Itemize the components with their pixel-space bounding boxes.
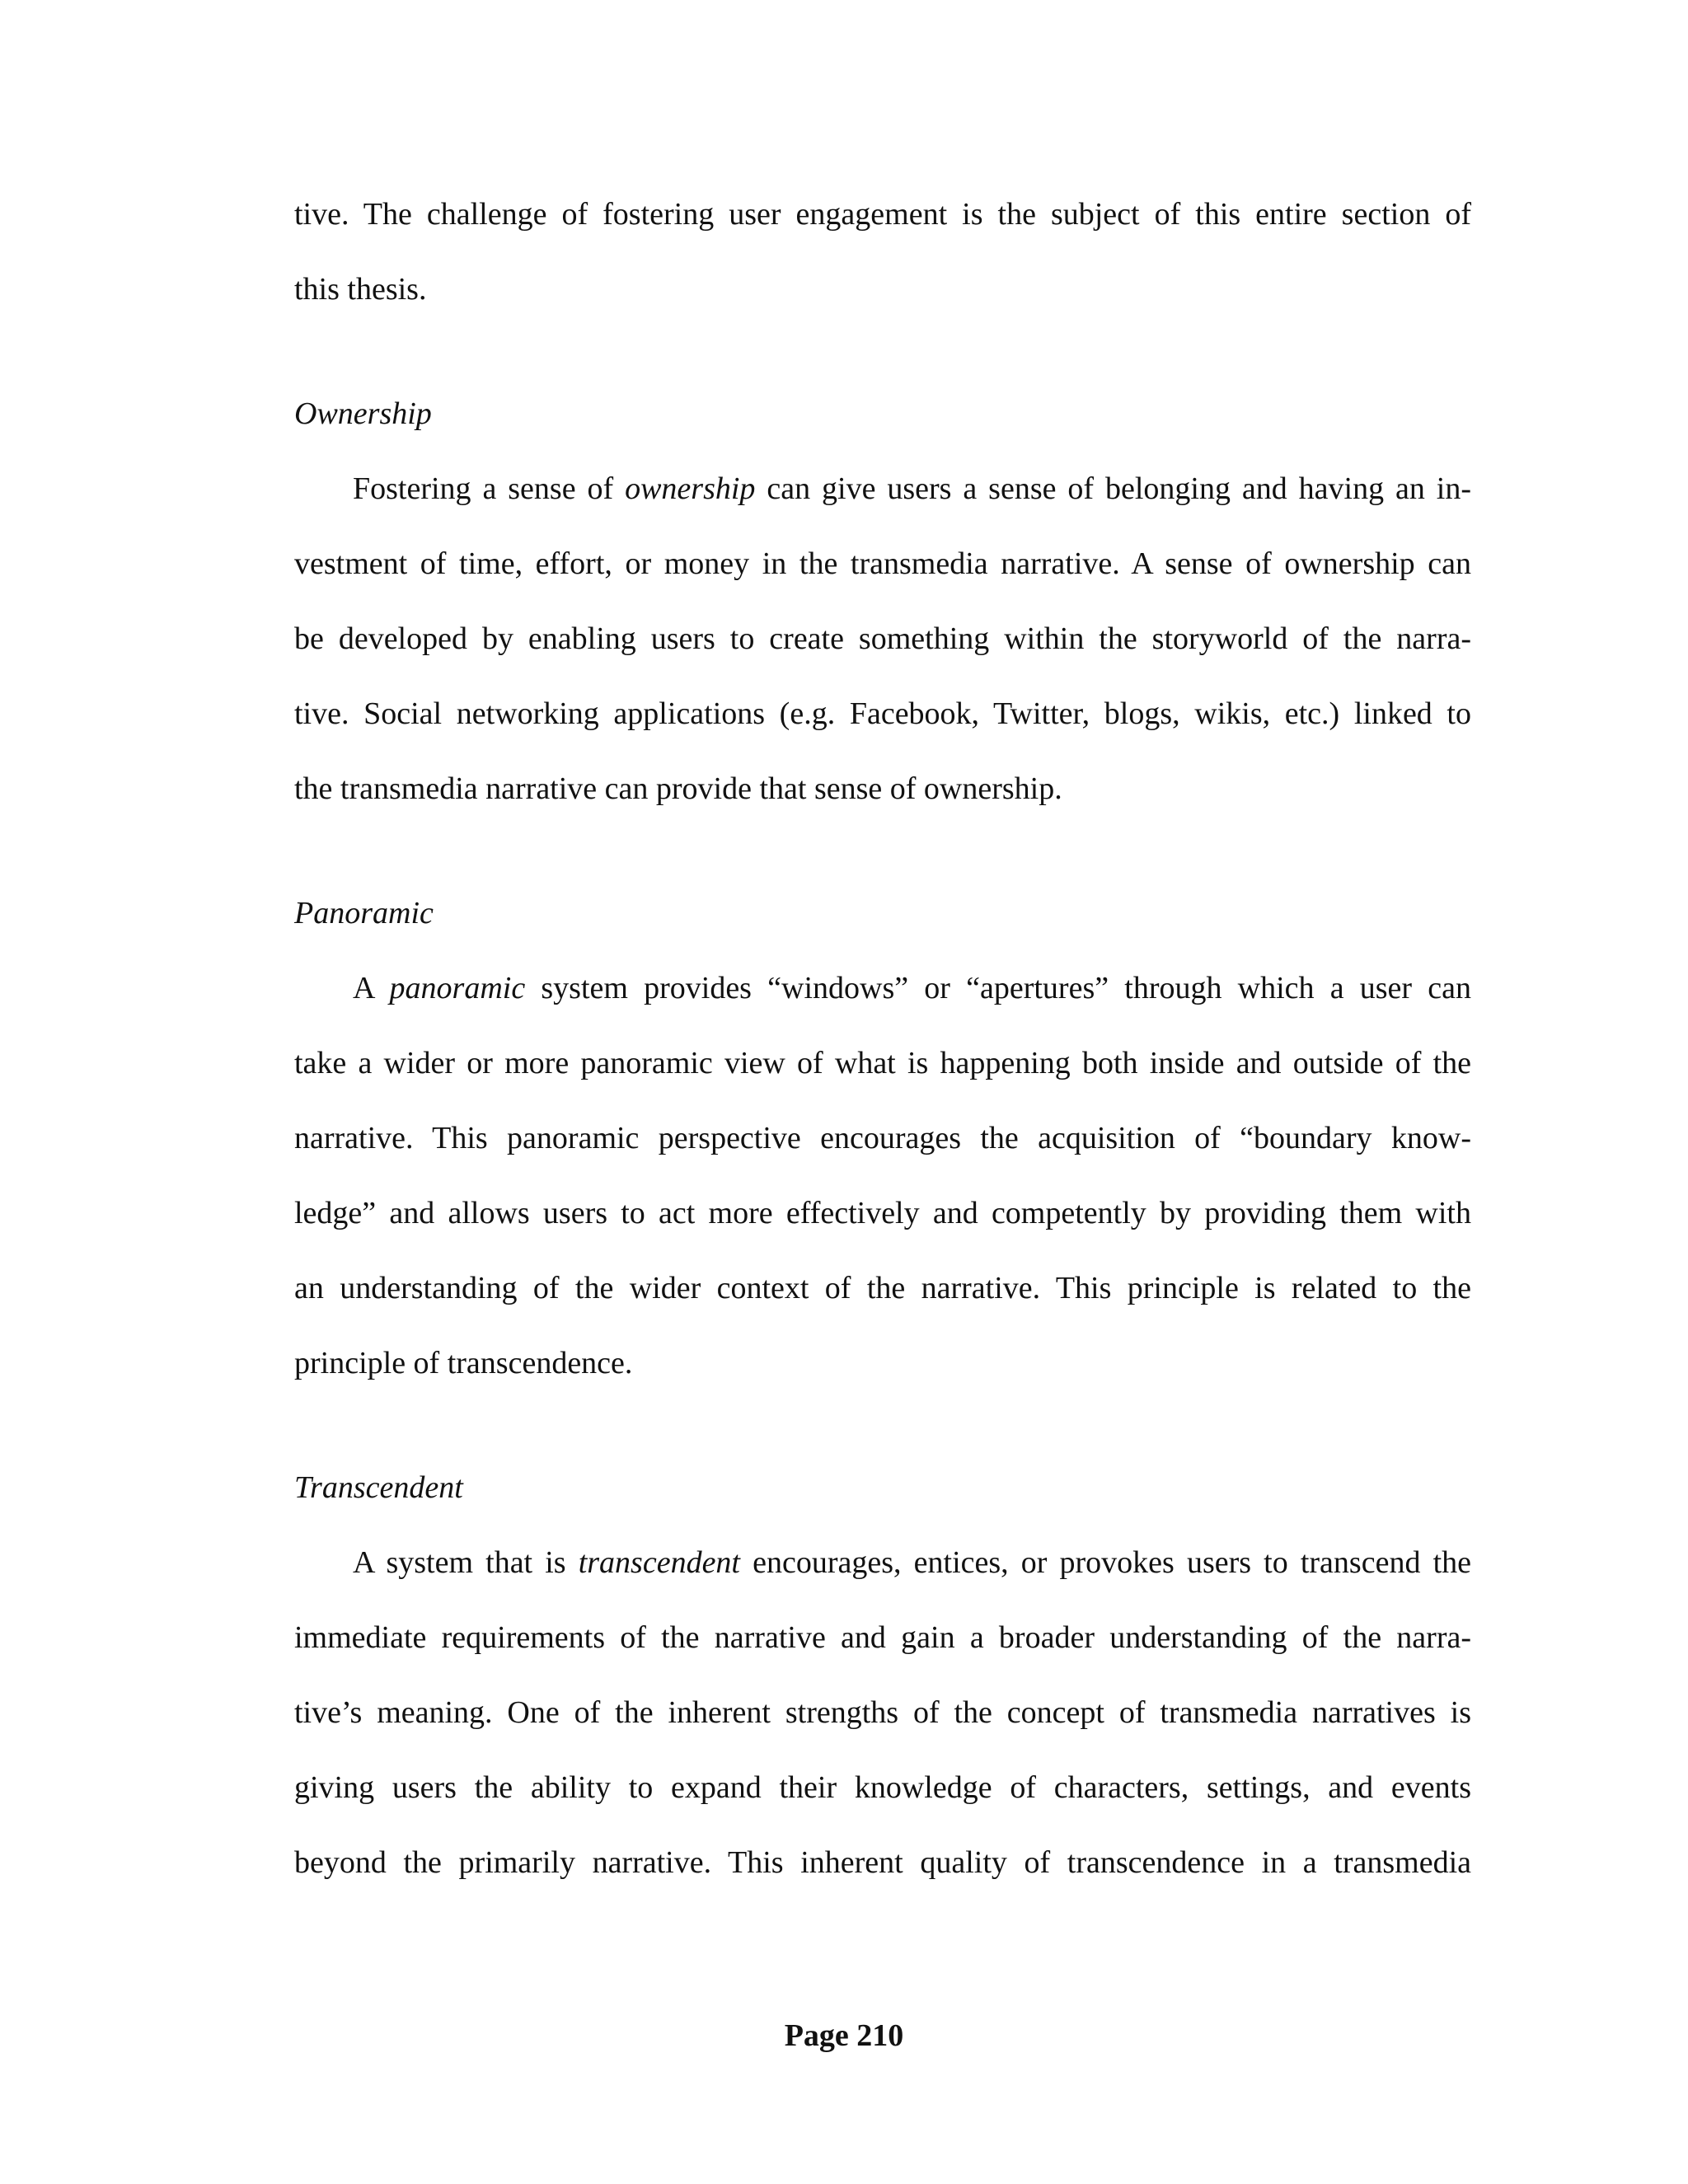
emphasized-term: panoramic [389,971,526,1005]
section-heading-ownership: Ownership [294,396,432,431]
paragraph-line: this thesis. [294,272,427,307]
paragraph-line: the transmedia narrative can provide that sense of ownership. [294,771,1062,806]
paragraph-line: take a wider or more panoramic view of what is happening both inside and outside of the [294,1046,1471,1080]
paragraph-line: giving users the ability to expand their knowledge of characters, settings, and events [294,1770,1471,1805]
text-span: encourages, entices, or provokes users to transcend the [740,1545,1471,1580]
section-heading-transcendent: Transcendent [294,1470,463,1505]
text-span: A system that is [353,1545,579,1580]
emphasized-term: transcendent [578,1545,740,1580]
paragraph-line: ledge” and allows users to act more effectively and competently by providing them with [294,1196,1471,1230]
emphasized-term: ownership [625,471,756,506]
paragraph-line: tive. Social networking applications (e.g. Facebook, Twitter, blogs, wikis, etc.) linked to [294,696,1471,731]
section-heading-panoramic: Panoramic [294,896,434,930]
text-span: A [353,971,390,1005]
paragraph-line: immediate requirements of the narrative and gain a broader understanding of the narra- [294,1620,1471,1655]
paragraph-line: tive’s meaning. One of the inherent strengths of the concept of transmedia narratives is [294,1695,1471,1730]
paragraph-line: principle of transcendence. [294,1346,633,1380]
paragraph-line: be developed by enabling users to create something within the storyworld of the narra- [294,621,1471,656]
paragraph-line: tive. The challenge of fostering user engagement is the subject of this entire section of [294,197,1471,232]
paragraph-line [294,1538,1471,1587]
text-span: system provides “windows” or “apertures” through which a user can [525,971,1471,1005]
text-span: Fostering a sense of [353,471,626,506]
text-span: can give users a sense of belonging and having an in- [755,471,1471,506]
paragraph-line: narrative. This panoramic perspective encourages the acquisition of “boundary know- [294,1121,1471,1155]
paragraph-line: beyond the primarily narrative. This inherent quality of transcendence in a transmedia [294,1845,1471,1880]
page-number: Page 210 [784,2018,904,2053]
paragraph-line: an understanding of the wider context of the narrative. This principle is related to the [294,1271,1471,1305]
paragraph-line [294,464,1471,513]
paragraph-line: vestment of time, effort, or money in the transmedia narrative. A sense of ownership can [294,546,1471,581]
paragraph-line [294,963,1471,1013]
